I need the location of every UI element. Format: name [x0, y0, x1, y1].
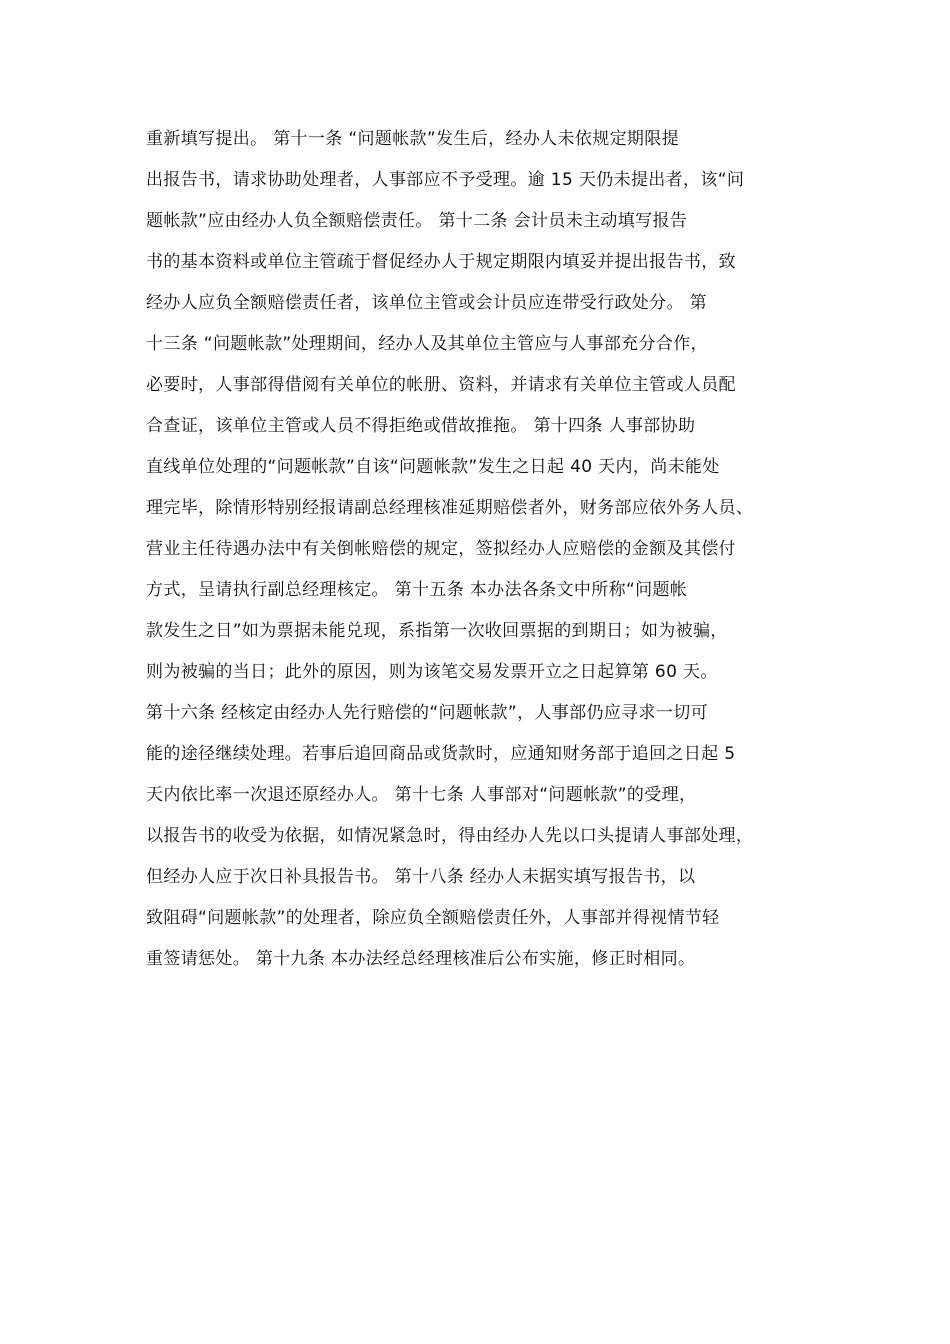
text-line-12: 方式，呈请执行副总经理核定。 第十五条 本办法各条文中所称“问题帐 — [146, 580, 688, 600]
text-line-11: 营业主任待遇办法中有关倒帐赔偿的规定，签拟经办人应赔偿的金额及其偿付 — [146, 539, 736, 559]
text-line-18: 以报告书的收受为依据，如情况紧急时，得由经办人先以口头提请人事部处理， — [146, 826, 754, 846]
text-line-2: 出报告书，请求协助处理者，人事部应不予受理。逾 15 天仍未提出者，该“问 — [146, 170, 745, 190]
text-line-9: 直线单位处理的“问题帐款”自该“问题帐款”发生之日起 40 天内，尚未能处 — [146, 457, 720, 477]
text-line-7: 必要时，人事部得借阅有关单位的帐册、资料，并请求有关单位主管或人员配 — [146, 375, 736, 395]
text-line-14: 则为被骗的当日；此外的原因，则为该笔交易发票开立之日起算第 60 天。 — [146, 662, 718, 682]
text-line-1: 重新填写提出。 第十一条 “问题帐款”发生后，经办人未依规定期限提 — [146, 129, 679, 149]
text-line-21: 重签请惩处。 第十九条 本办法经总经理核准后公布实施，修正时相同。 — [146, 949, 696, 969]
text-line-19: 但经办人应于次日补具报告书。 第十八条 经办人未据实填写报告书，以 — [146, 867, 696, 887]
text-line-16: 能的途径继续处理。若事后追回商品或货款时，应通知财务部于追回之日起 5 — [146, 744, 736, 764]
text-line-3: 题帐款”应由经办人负全额赔偿责任。 第十二条 会计员未主动填写报告 — [146, 211, 688, 231]
text-line-4: 书的基本资料或单位主管疏于督促经办人于规定期限内填妥并提出报告书，致 — [146, 252, 736, 272]
text-line-10: 理完毕，除情形特别经报请副总经理核准延期赔偿者外，财务部应依外务人员、 — [146, 498, 754, 518]
text-line-8: 合查证，该单位主管或人员不得拒绝或借故推拖。 第十四条 人事部协助 — [146, 416, 696, 436]
text-line-5: 经办人应负全额赔偿责任者，该单位主管或会计员应连带受行政处分。 第 — [146, 293, 707, 313]
text-line-20: 致阻碍“问题帐款”的处理者，除应负全额赔偿责任外，人事部并得视情节轻 — [146, 908, 720, 928]
text-line-13: 款发生之日”如为票据未能兑现，系指第一次收回票据的到期日；如为被骗， — [146, 621, 728, 641]
text-line-15: 第十六条 经核定由经办人先行赔偿的“问题帐款”，人事部仍应寻求一切可 — [146, 703, 708, 723]
text-line-17: 天内依比率一次退还原经办人。 第十七条 人事部对“问题帐款”的受理， — [146, 785, 697, 805]
document-body — [146, 124, 826, 985]
text-line-6: 十三条 “问题帐款”处理期间，经办人及其单位主管应与人事部充分合作， — [146, 334, 708, 354]
